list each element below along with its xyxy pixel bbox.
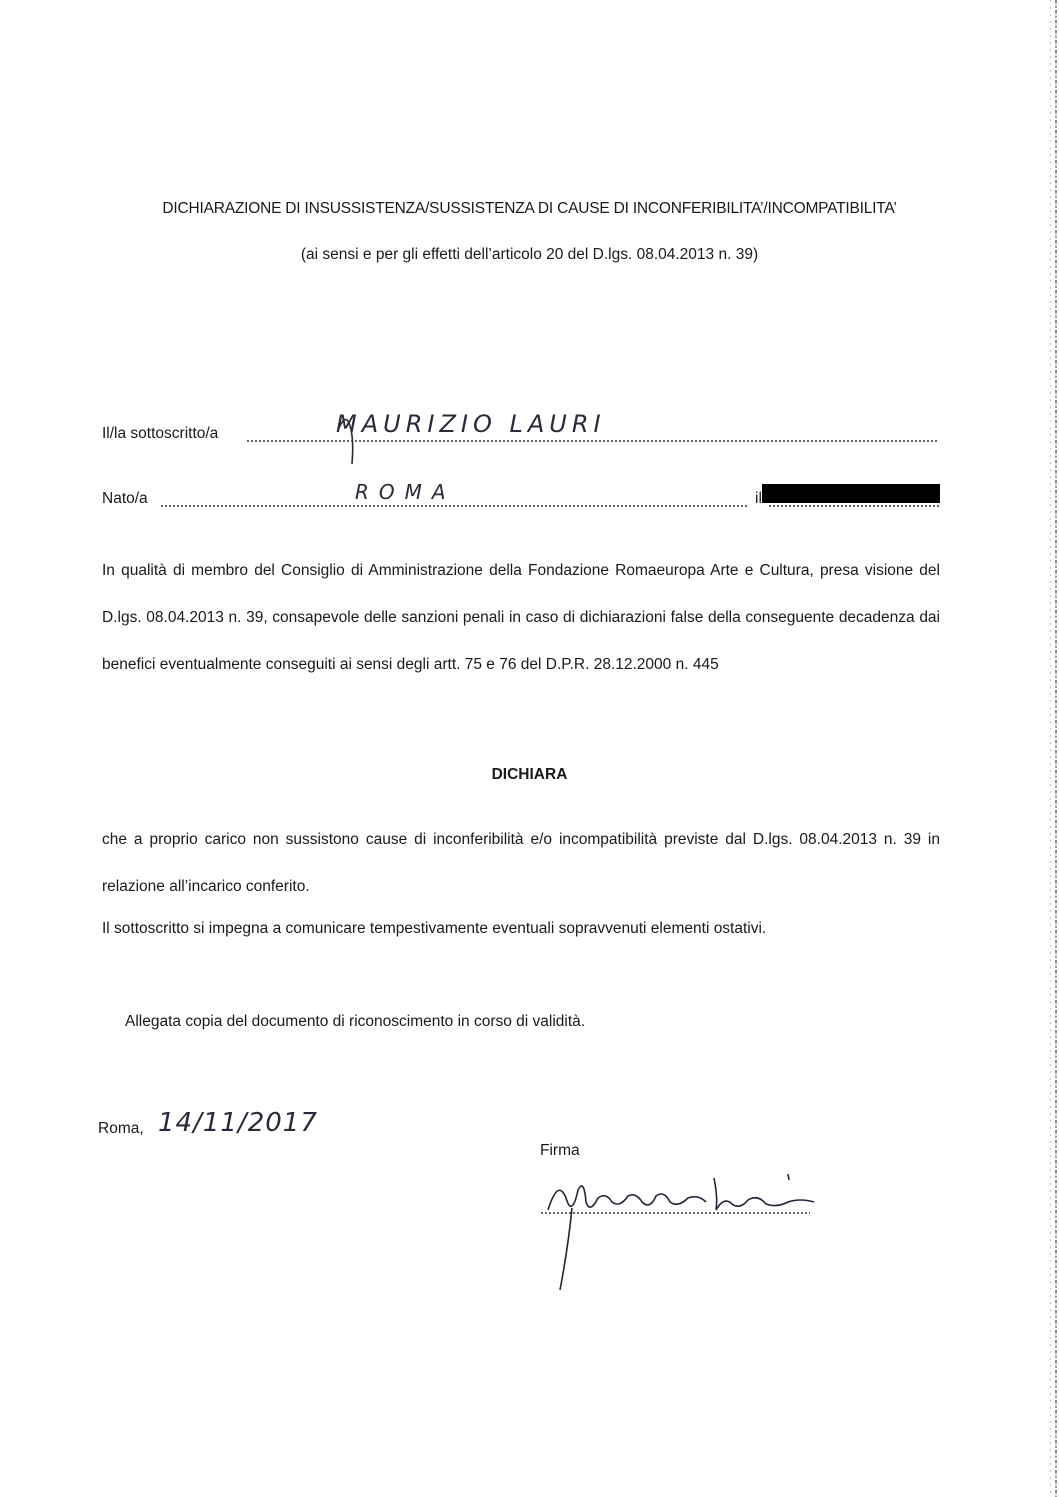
birthdate-label: il — [755, 490, 762, 507]
birthdate-dotted-line — [768, 505, 940, 507]
scan-edge-inner — [1050, 0, 1051, 1497]
declaration-heading: DICHIARA — [491, 766, 568, 783]
place-label: Roma, — [98, 1120, 144, 1137]
scan-edge — [1055, 0, 1057, 1497]
birthplace-dotted-line — [160, 505, 748, 507]
signature-handwritten — [538, 1168, 828, 1298]
signature-label: Firma — [540, 1142, 580, 1159]
date-handwritten: 14/11/2017 — [158, 1108, 318, 1138]
name-label: Il/la sottoscritto/a — [102, 425, 219, 442]
name-handwritten: MAURIZIO LAURI — [336, 410, 606, 438]
redaction-box — [762, 484, 940, 503]
birthplace-handwritten: ROMA — [355, 480, 456, 504]
attachment-paragraph: Allegata copia del documento di riconoscimento in corso di validità. — [125, 1013, 586, 1030]
birthplace-label: Nato/a — [102, 490, 148, 507]
commitment-paragraph: Il sottoscritto si impegna a comunicare tempestivamente eventuali sopravvenuti elementi ostativi. — [102, 920, 767, 937]
document-title: DICHIARAZIONE DI INSUSSISTENZA/SUSSISTENZA DI CAUSE DI INCONFERIBILITA’/INCOMPATIBILITA’ — [162, 200, 897, 217]
document-subtitle: (ai sensi e per gli effetti dell’articolo 20 del D.lgs. 08.04.2013 n. 39) — [300, 246, 759, 263]
name-initial-stroke — [336, 408, 366, 468]
declaration-paragraph: che a proprio carico non sussistono cause di inconferibilità e/o incompatibilità previste dal D.lgs. 08.04.2013 n. 39 in relazione all’incarico conferito. — [102, 831, 940, 895]
intro-paragraph: In qualità di membro del Consiglio di Amministrazione della Fondazione Romaeuropa Arte e Cultura, presa visione del D.lgs. 08.04.2013 n. 39, consapevole delle sanzioni penali in caso di dichiarazioni false della conseguente decadenza dai benefici eventualmente conseguiti ai sensi degli artt. 75 e 76 del D.P.R. 28.12.2000 n. 445 — [102, 562, 940, 673]
